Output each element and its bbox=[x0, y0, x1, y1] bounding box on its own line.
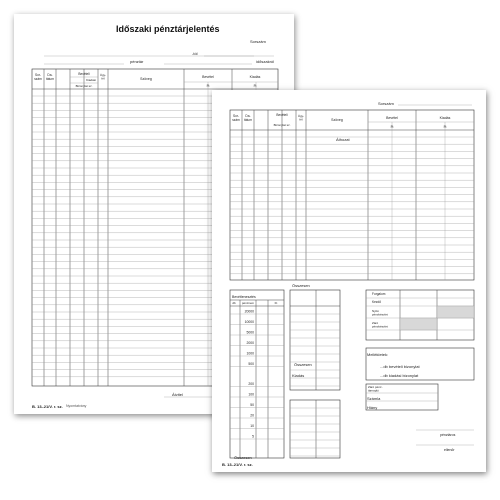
col-expense-head: Kiadás bbox=[249, 75, 261, 79]
col-text: Szöveg bbox=[140, 77, 152, 81]
col-income: Bevételi bbox=[78, 72, 90, 76]
col-voucher: Bizonylat sz. bbox=[75, 84, 93, 88]
col-serial: szám bbox=[232, 117, 240, 122]
col-expense-head: Kiadás bbox=[439, 116, 451, 120]
denomination-value: 500 bbox=[248, 362, 254, 366]
carry-forward-label: Átvitel bbox=[172, 392, 183, 397]
cashbox-label: pénztár bbox=[130, 59, 144, 64]
col-client: fél bbox=[101, 76, 105, 81]
denomination-value: 20 bbox=[250, 413, 254, 418]
opening-cash-label: pénzkészlet bbox=[372, 312, 388, 317]
opening-label: Kezdő bbox=[372, 300, 382, 304]
denomination-value: 20000 bbox=[244, 309, 254, 314]
denomination-value: 100 bbox=[248, 392, 254, 397]
period-label: időszakról bbox=[256, 59, 275, 64]
cash-report-sheet-back bbox=[212, 90, 486, 472]
col-date: Da- bbox=[245, 114, 251, 118]
denomination-value: 5000 bbox=[246, 330, 254, 335]
col-ft: Ft bbox=[443, 125, 447, 129]
form-title: Időszaki pénztárjelentés bbox=[116, 24, 220, 34]
denomination-value: 200 bbox=[248, 382, 254, 386]
opening-cash-label: Nyitó bbox=[372, 309, 379, 313]
serial-label-2: Sorszám bbox=[378, 101, 394, 106]
income-vouchers-label: ...db bevételi bizonylat bbox=[380, 364, 420, 369]
total-label-3: Összesen bbox=[234, 455, 252, 460]
cashier-label: pénztáros bbox=[440, 433, 456, 437]
from-label: -tól bbox=[192, 51, 198, 56]
col-text: Szöveg bbox=[331, 118, 343, 122]
attachments-label: Mellékletek: bbox=[367, 352, 389, 357]
col-db: db bbox=[232, 301, 236, 305]
col-currency: pénznem bbox=[241, 301, 255, 305]
serial-label: Sorszám bbox=[250, 39, 266, 44]
denomination-value: 10000 bbox=[244, 320, 254, 324]
total-label-2: Összesen bbox=[294, 362, 312, 367]
closing-cash-label: Záró bbox=[372, 321, 379, 325]
col-date: Da- bbox=[47, 73, 53, 77]
form-code: B. 13–21/V. r. sz. bbox=[32, 404, 63, 409]
denomination-value: 1000 bbox=[246, 351, 254, 356]
denomination-value: 50 bbox=[250, 403, 254, 407]
col-voucher: Bizonylat sz. bbox=[273, 123, 291, 127]
shaded-cell bbox=[400, 318, 437, 330]
col-value: Ft bbox=[274, 301, 278, 305]
closing-journal-label: tárnapló bbox=[368, 388, 379, 393]
total-label-1: Összesen bbox=[292, 283, 310, 288]
col-client: fél bbox=[299, 117, 303, 122]
closing-journal-label: Záró pénz- bbox=[368, 385, 383, 389]
col-income-head: Bevétel bbox=[202, 75, 214, 79]
ledger-table-frame bbox=[230, 110, 474, 280]
form-code-2: B. 13–21/V. r. sz. bbox=[222, 462, 253, 467]
shaded-cell bbox=[437, 306, 474, 318]
col-date: tátum bbox=[244, 117, 252, 122]
col-ft: Ft bbox=[390, 125, 394, 129]
col-client: Ügy- bbox=[297, 114, 305, 118]
col-expense: Kiadási bbox=[86, 78, 96, 82]
closing-cash-label: pénzkészlet bbox=[372, 324, 388, 329]
denomination-header: Bevétlenesztés bbox=[232, 295, 256, 299]
cash-report-back-grid bbox=[212, 90, 486, 472]
deficit-label: Hiány bbox=[367, 405, 378, 410]
col-serial: Sor- bbox=[232, 114, 240, 118]
turnover-label: Forgalom bbox=[372, 292, 386, 296]
col-ft: Ft bbox=[206, 84, 210, 88]
col-ft: Ft bbox=[253, 84, 257, 88]
denomination-value: 5 bbox=[252, 434, 254, 439]
denomination-value: 2000 bbox=[246, 341, 254, 345]
form-subtitle: Nyomtatvány bbox=[66, 404, 87, 408]
expense-label: Kiadás bbox=[292, 373, 305, 378]
controller-label: ellenőr bbox=[444, 448, 455, 452]
col-income-head: Bevétel bbox=[386, 116, 398, 120]
col-date: tátum bbox=[46, 76, 54, 81]
expense-vouchers-label: ...db kiadási bizonylat bbox=[380, 373, 419, 378]
col-serial: szám bbox=[34, 76, 42, 81]
summary-table-frame-2 bbox=[290, 400, 340, 458]
denomination-table-frame bbox=[230, 290, 284, 458]
account-label: Számla bbox=[367, 396, 381, 401]
col-client: Ügy- bbox=[99, 73, 107, 77]
col-income: Bevételi bbox=[276, 113, 288, 117]
col-serial: Sor- bbox=[34, 73, 42, 77]
denomination-value: 10 bbox=[250, 424, 254, 428]
brought-forward-label: Áthozat bbox=[336, 137, 350, 142]
